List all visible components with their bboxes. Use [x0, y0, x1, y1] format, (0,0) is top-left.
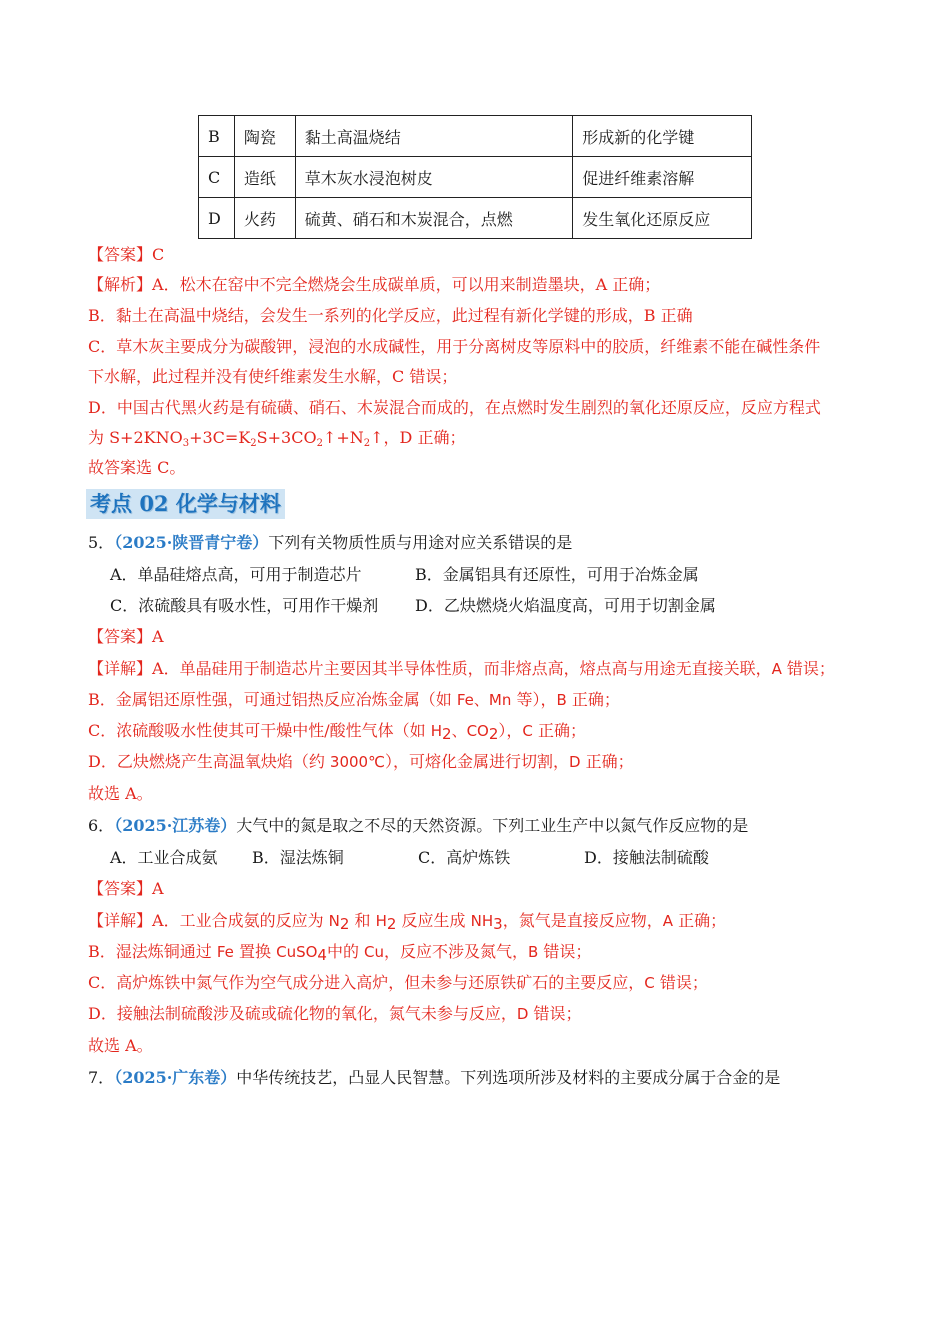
detail-sub: 2	[339, 915, 350, 933]
table-row	[199, 198, 752, 239]
table-row	[199, 157, 752, 198]
eq-part: ↑+N	[322, 428, 364, 447]
q5-option-a: A．单晶硅熔点高，可用于制造芯片	[110, 565, 362, 584]
row-item: 造纸	[234, 157, 295, 198]
detail-letter: C	[644, 974, 655, 992]
detail-text: 错误；	[781, 659, 835, 678]
q6-answer: 【答案】A	[88, 879, 164, 898]
detail-sub: 2	[442, 725, 452, 743]
q7-source: （2025·广东卷）	[114, 1068, 237, 1087]
detail-letter: D	[516, 1005, 529, 1023]
q6-detail-b	[88, 942, 591, 962]
detail-sub: 4	[317, 946, 327, 964]
detail-text: A．单晶硅用于制造芯片主要因其半导体性质，而非熔点高，熔点高与用途无直接关联，	[152, 659, 772, 678]
row-principle: 发生氧化还原反应	[573, 198, 752, 239]
detail-text: 中的	[326, 942, 365, 961]
q6-option-b: B．湿法炼铜	[252, 848, 344, 867]
detail-text: C．高炉炼铁中氮气作为空气成分进入高炉，但未参与还原铁矿石的主要反应，	[88, 973, 645, 992]
q4-analysis-c2: 下水解，此过程并没有使纤维素发生水解，C 错误；	[88, 367, 458, 386]
detail-sub: 3	[493, 915, 503, 933]
row-label: B	[199, 116, 235, 157]
eq-sub: 2	[316, 438, 323, 449]
detail-tag: 【详解】	[88, 911, 153, 930]
detail-text: 正确；	[566, 690, 620, 709]
detail-text: 反应生成	[396, 911, 471, 930]
detail-letter: D	[568, 753, 581, 771]
row-principle: 促进纤维素溶解	[573, 157, 752, 198]
section-prefix: 考点	[90, 492, 132, 516]
eq-part: S+3CO	[256, 428, 317, 447]
detail-formula: CuSO	[276, 943, 318, 961]
eq-sub: 3	[182, 438, 190, 449]
detail-letter: A	[662, 912, 673, 930]
detail-text: B．金属铝还原性强，可通过铝热反应冶炼金属（如	[88, 690, 457, 709]
detail-sub: 2	[386, 915, 397, 933]
detail-formula: H	[430, 722, 443, 740]
eq-part: 为 S+2KNO	[88, 428, 183, 447]
q7-stem	[88, 1068, 780, 1088]
q4-analysis-b: B．黏土在高温中烧结，会发生一系列的化学反应，此过程有新化学键的形成，B 正确	[88, 306, 693, 325]
row-principle: 形成新的化学键	[573, 116, 752, 157]
q4-answer: 【答案】C	[88, 245, 165, 264]
detail-letter: B	[528, 943, 539, 961]
q6-option-d: D．接触法制硫酸	[584, 848, 709, 867]
section-number: 02	[139, 491, 169, 516]
detail-formula: 3000℃	[329, 753, 385, 771]
q4-analysis-d2	[88, 428, 465, 448]
q5-detail-c	[88, 721, 586, 741]
q6-detail-d	[88, 1004, 582, 1024]
analysis-tag: 【解析】	[88, 275, 153, 294]
detail-text: 正确；	[672, 911, 727, 930]
detail-text: ，反应不涉及氮气，	[384, 942, 529, 961]
detail-formula: N	[328, 912, 340, 930]
detail-formula: NH	[470, 912, 494, 930]
row-item: 陶瓷	[234, 116, 295, 157]
q6-num: 6．	[88, 816, 115, 835]
q4-analysis-a	[88, 275, 660, 295]
row-label: C	[199, 157, 235, 198]
q6-option-c: C．高炉炼铁	[418, 848, 511, 867]
q6-detail-c	[88, 973, 708, 993]
detail-tag: 【详解】	[88, 659, 153, 678]
detail-text: ），可熔化金属进行切割，	[384, 752, 569, 771]
q5-detail-d	[88, 752, 634, 772]
detail-text: C．浓硫酸吸水性使其可干燥中性/酸性气体（如	[88, 721, 431, 740]
row-process: 草木灰水浸泡树皮	[295, 157, 573, 198]
detail-formula: Cu	[364, 943, 385, 961]
detail-formula: H	[375, 912, 387, 930]
detail-text: ），	[498, 721, 523, 740]
detail-formula: Fe、Mn	[456, 691, 512, 709]
q5-stem-text: 下列有关物质性质与用途对应关系错误的是	[268, 533, 573, 552]
options-table	[198, 115, 752, 239]
q6-option-a: A．工业合成氨	[110, 848, 218, 867]
detail-text: 正确；	[580, 752, 634, 771]
q6-detail-a	[88, 911, 726, 931]
detail-text: 错误；	[654, 973, 708, 992]
eq-sub: 2	[363, 438, 371, 449]
detail-text: ，氮气是直接反应物，	[502, 911, 663, 930]
q4-analysis-c1: C．草木灰主要成分为碳酸钾，浸泡的水成碱性，用于分离树皮等原料中的胶质，纤维素不能在碱性条件	[88, 337, 821, 356]
detail-sub: 2	[488, 725, 499, 743]
detail-text: 正确；	[532, 721, 586, 740]
detail-text: 错误；	[538, 942, 592, 961]
q4-conclusion: 故答案选 C。	[88, 458, 186, 477]
row-label: D	[199, 198, 235, 239]
detail-text: D．乙炔燃烧产生高温氧炔焰（约	[88, 752, 330, 771]
q6-stem	[88, 816, 748, 836]
detail-text: 置换	[233, 942, 277, 961]
q7-num: 7．	[88, 1068, 115, 1087]
q5-num: 5．	[88, 533, 115, 552]
q4-analysis-d1: D．中国古代黑火药是有硫磺、硝石、木炭混合而成的，在点燃时发生剧烈的氧化还原反应，反应方程式	[88, 398, 821, 417]
detail-text: 错误；	[528, 1004, 582, 1023]
table-row	[199, 116, 752, 157]
detail-letter: C	[522, 722, 533, 740]
q5-conclusion: 故选 A。	[88, 784, 153, 803]
section-title: 化学与材料	[175, 492, 281, 516]
eq-part: +3C=K	[189, 428, 251, 447]
q5-stem	[88, 533, 572, 553]
detail-text: B．湿法炼铜通过	[88, 942, 217, 961]
detail-text: 等），	[511, 690, 557, 709]
eq-sub: 2	[250, 438, 257, 449]
detail-letter: B	[556, 691, 567, 709]
q5-option-b: B．金属铝具有还原性，可用于冶炼金属	[415, 565, 699, 584]
q6-conclusion: 故选 A。	[88, 1036, 153, 1055]
eq-part: ↑，D 正确；	[370, 428, 466, 447]
detail-formula: 、CO	[451, 722, 489, 740]
detail-text: 和	[349, 911, 376, 930]
q6-stem-text: 大气中的氮是取之不尽的天然资源。下列工业生产中以氮气作反应物的是	[236, 816, 749, 835]
q4-analysis-a-text: A．松木在窑中不完全燃烧会生成碳单质，可以用来制造墨块，A 正确；	[152, 275, 661, 294]
row-process: 硫黄、硝石和木炭混合，点燃	[295, 198, 573, 239]
section-heading	[86, 489, 285, 519]
q5-source: （2025·陕晋青宁卷）	[114, 533, 269, 552]
q5-option-d: D．乙炔燃烧火焰温度高，可用于切割金属	[415, 596, 716, 615]
detail-letter: A	[771, 660, 782, 678]
q5-answer: 【答案】A	[88, 627, 164, 646]
detail-text: D．接触法制硫酸涉及硫或硫化物的氧化，氮气未参与反应，	[88, 1004, 517, 1023]
q5-option-c: C．浓硫酸具有吸水性，可用作干燥剂	[110, 596, 379, 615]
q6-source: （2025·江苏卷）	[114, 816, 237, 835]
q5-detail-b	[88, 690, 620, 710]
detail-formula: Fe	[216, 943, 234, 961]
q7-stem-text: 中华传统技艺，凸显人民智慧。下列选项所涉及材料的主要成分属于合金的是	[236, 1068, 781, 1087]
q5-detail-a	[88, 659, 835, 679]
row-process: 黏土高温烧结	[295, 116, 573, 157]
detail-text: A．工业合成氨的反应为	[152, 911, 329, 930]
row-item: 火药	[234, 198, 295, 239]
